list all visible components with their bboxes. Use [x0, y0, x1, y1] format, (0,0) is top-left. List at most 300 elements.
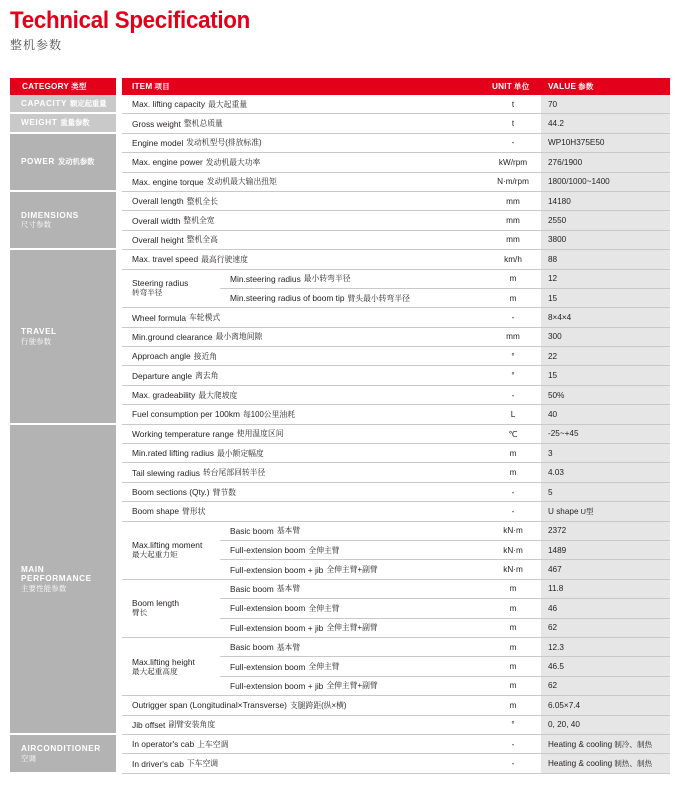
row-item-cn: 全伸主臂 — [308, 545, 340, 555]
row-unit: kN·m — [503, 565, 523, 575]
column-header-item-en: ITEM — [132, 82, 153, 91]
row-value — [541, 192, 670, 210]
row-item-cn: 全伸主臂+副臂 — [326, 623, 378, 633]
category-block — [10, 192, 116, 248]
category-label-cn: 尺寸参数 — [21, 220, 52, 230]
row-item-label — [122, 425, 485, 443]
row-item-label — [122, 308, 485, 326]
row-unit: - — [511, 759, 515, 769]
row-item-cn: 最大爬坡度 — [198, 390, 238, 400]
row-unit: t — [511, 119, 515, 129]
row-unit: kW/rpm — [498, 157, 528, 167]
group-label-en: Max.lifting moment — [132, 540, 203, 551]
category-label-en — [21, 157, 116, 167]
column-header-item-cn: 项目 — [154, 82, 170, 91]
row-item-cn: 最大起重量 — [208, 99, 248, 109]
row-item-en: Max. travel speed — [132, 254, 199, 265]
specification-rows — [122, 95, 670, 774]
table-row — [122, 444, 670, 463]
row-value — [541, 619, 670, 637]
row-item-label — [122, 444, 485, 462]
row-unit: - — [511, 739, 515, 749]
row-item-label — [220, 619, 485, 637]
page-subtitle: 整机参数 — [10, 38, 63, 52]
column-header-category-cn: 类型 — [71, 82, 87, 91]
row-item-cn: 全伸主臂 — [308, 603, 340, 613]
row-unit: - — [511, 506, 515, 516]
table-row — [122, 754, 670, 773]
row-unit: kN·m — [503, 545, 523, 555]
table-body — [10, 95, 670, 774]
row-value — [541, 308, 670, 326]
row-value — [541, 250, 670, 268]
column-header-value-en: VALUE — [548, 82, 577, 91]
row-unit: - — [511, 313, 515, 322]
row-unit: m — [509, 584, 517, 594]
row-item-en: Outrigger span (Longitudinal×Transverse) — [132, 700, 287, 711]
row-value-en: 467 — [548, 565, 562, 575]
row-value-en: 300 — [548, 332, 562, 342]
row-unit: ℃ — [508, 429, 518, 439]
row-item-cn: 基本臂 — [276, 642, 301, 652]
row-value — [541, 425, 670, 443]
row-item-cn: 接近角 — [193, 351, 218, 361]
row-item-label — [122, 347, 485, 365]
table-row — [122, 366, 670, 385]
group-label-en: Boom length — [132, 598, 180, 609]
group-label-en: Steering radius — [132, 278, 189, 289]
row-item-cn: 车轮模式 — [189, 313, 221, 322]
row-value — [541, 502, 670, 520]
category-label-en: DIMENSIONS — [21, 210, 79, 220]
row-item-en: Boom shape — [132, 506, 180, 517]
row-value-en: 12 — [548, 274, 558, 284]
row-unit: m — [509, 603, 517, 613]
row-value-en: 62 — [548, 681, 558, 691]
table-row — [220, 270, 670, 289]
row-item-label — [122, 366, 485, 384]
row-value-en: 276/1900 — [548, 157, 583, 167]
row-item-en: Min.ground clearance — [132, 331, 213, 342]
row-item-en: Approach angle — [132, 351, 191, 362]
table-row — [122, 483, 670, 502]
row-value-en: 3 — [548, 448, 553, 458]
row-item-label — [220, 677, 485, 695]
table-row — [122, 463, 670, 482]
group-subrows — [220, 580, 670, 638]
category-label-cn: 主要性能参数 — [21, 583, 67, 593]
row-item-cn: 臂形状 — [182, 506, 206, 516]
row-item-cn: 离去角 — [195, 371, 219, 381]
row-item-en: Full-extension boom — [230, 661, 306, 672]
row-value-en: -25~+45 — [548, 429, 579, 439]
table-row — [122, 696, 670, 715]
row-unit: mm — [506, 332, 520, 342]
column-header-category — [10, 78, 116, 95]
row-item-en: Basic boom — [230, 642, 274, 653]
grouped-row — [122, 270, 670, 309]
row-value-en: 3800 — [548, 235, 567, 245]
row-unit: ° — [511, 720, 515, 730]
row-item-en: Min.steering radius — [230, 273, 301, 284]
row-item-en: Min.rated lifting radius — [132, 448, 214, 459]
row-item-en: In driver's cab — [132, 758, 184, 769]
row-unit: - — [511, 138, 515, 148]
row-unit: L — [510, 409, 516, 419]
row-value-en: WP10H375E50 — [548, 138, 605, 148]
row-value — [541, 541, 670, 559]
row-item-en: Max. lifting capacity — [132, 99, 206, 110]
row-item-label — [220, 657, 485, 675]
table-row — [122, 114, 670, 133]
group-subrows — [220, 270, 670, 309]
column-header-value-cn: 参数 — [578, 82, 594, 91]
row-item-en: Overall height — [132, 234, 184, 245]
row-item-cn: 臂节数 — [212, 487, 236, 497]
row-item-label — [220, 270, 485, 288]
row-item-label — [220, 522, 485, 540]
row-item-cn: 使用温度区间 — [236, 429, 284, 439]
category-block — [10, 425, 116, 733]
row-item-label — [122, 735, 485, 753]
row-value — [541, 134, 670, 152]
row-item-label — [122, 405, 485, 423]
group-label — [122, 638, 220, 696]
row-value-en: Heating & cooling — [548, 739, 613, 749]
row-item-en: Full-extension boom + jib — [230, 680, 324, 691]
row-value — [541, 289, 670, 307]
group-label-cn: 最大起重高度 — [132, 666, 178, 676]
row-unit: m — [509, 293, 517, 303]
row-item-en: In operator's cab — [132, 739, 195, 750]
row-value-en: 44.2 — [548, 119, 564, 129]
row-item-en: Overall length — [132, 196, 184, 207]
row-unit: - — [511, 487, 515, 497]
group-label — [122, 522, 220, 580]
row-value-en: 5 — [548, 487, 553, 497]
row-unit: mm — [506, 235, 520, 245]
row-value-en: 8×4×4 — [548, 313, 572, 322]
row-value — [541, 328, 670, 346]
row-value — [541, 270, 670, 288]
group-label-cn: 臂长 — [132, 608, 148, 618]
row-item-cn: 最高行驶速度 — [201, 254, 248, 264]
row-value — [541, 716, 670, 734]
row-value-en: 14180 — [548, 196, 571, 206]
row-item-en: Max. engine torque — [132, 176, 204, 187]
row-value-en: 15 — [548, 371, 558, 381]
row-value — [541, 560, 670, 578]
row-unit: N·m/rpm — [497, 177, 529, 187]
row-item-cn: 整机总质量 — [183, 119, 223, 129]
table-row — [122, 250, 670, 269]
row-item-label — [122, 463, 485, 481]
row-item-label — [122, 250, 485, 268]
grouped-row — [122, 522, 670, 580]
category-label-en: TRAVEL — [21, 327, 57, 337]
row-item-en: Boom sections (Qty.) — [132, 487, 210, 498]
row-item-en: Max. engine power — [132, 157, 203, 168]
row-item-en: Full-extension boom + jib — [230, 564, 324, 575]
row-item-label — [122, 211, 485, 229]
row-item-en: Basic boom — [230, 525, 274, 536]
table-row — [122, 192, 670, 211]
table-row — [220, 677, 670, 696]
column-header-unit — [485, 78, 541, 95]
row-value-en: U shape — [548, 506, 579, 516]
row-value — [541, 95, 670, 113]
group-subrows — [220, 638, 670, 696]
row-item-label — [122, 114, 485, 132]
row-item-label — [220, 599, 485, 617]
row-item-label — [122, 483, 485, 501]
row-unit: m — [509, 662, 517, 672]
row-value — [541, 754, 670, 772]
row-value — [541, 696, 670, 714]
row-item-en: Fuel consumption per 100km — [132, 409, 240, 420]
row-value-en: 1800/1000~1400 — [548, 177, 610, 187]
row-item-en: Max. gradeability — [132, 390, 196, 401]
table-row — [122, 134, 670, 153]
category-cn-text: 额定起重量 — [70, 98, 107, 108]
row-item-label — [122, 231, 485, 249]
table-row — [220, 580, 670, 599]
category-en-text: POWER — [21, 157, 55, 167]
grouped-row — [122, 638, 670, 696]
group-label-cn: 转弯半径 — [132, 288, 163, 298]
column-header-unit-cn: 单位 — [513, 82, 530, 91]
category-label-en: MAIN PERFORMANCE — [21, 564, 92, 584]
row-item-en: Tail slewing radius — [132, 467, 200, 478]
table-row — [122, 153, 670, 172]
table-row — [122, 328, 670, 347]
row-item-label — [122, 754, 485, 772]
table-row — [122, 231, 670, 250]
category-cn-text: 重量参数 — [60, 118, 90, 128]
row-item-label — [122, 716, 485, 734]
category-block — [10, 114, 116, 131]
row-item-cn: 发动机型号(排放标准) — [186, 138, 262, 148]
table-row — [122, 716, 670, 735]
row-value — [541, 522, 670, 540]
row-item-en: Working temperature range — [132, 428, 234, 439]
row-item-cn: 基本臂 — [276, 584, 301, 594]
row-value — [541, 386, 670, 404]
row-unit: ° — [511, 351, 515, 361]
row-value — [541, 444, 670, 462]
row-value-en: 6.05×7.4 — [548, 700, 581, 710]
category-block — [10, 250, 116, 423]
row-value — [541, 580, 670, 598]
category-label-en — [21, 118, 116, 128]
row-value-en: 46.5 — [548, 662, 564, 672]
row-unit: m — [509, 642, 517, 652]
row-item-en: Gross weight — [132, 118, 181, 129]
row-item-en: Min.steering radius of boom tip — [230, 293, 345, 304]
row-value — [541, 483, 670, 501]
column-header-category-en: CATEGORY — [22, 82, 70, 91]
row-unit: m — [509, 700, 517, 710]
row-value — [541, 231, 670, 249]
group-label — [122, 270, 220, 309]
grouped-row — [122, 580, 670, 638]
table-row — [122, 386, 670, 405]
column-header-value — [541, 78, 670, 95]
row-unit: m — [509, 623, 517, 633]
row-value — [541, 153, 670, 171]
row-item-en: Jib offset — [132, 719, 166, 730]
category-label-en — [21, 99, 116, 109]
row-item-label — [220, 289, 485, 307]
row-item-cn: 臂头最小转弯半径 — [347, 293, 410, 303]
row-item-cn: 转台尾部回转半径 — [202, 468, 266, 478]
row-value — [541, 173, 670, 191]
category-block — [10, 95, 116, 112]
group-label — [122, 580, 220, 638]
row-unit: mm — [506, 196, 520, 206]
table-header-row — [10, 78, 670, 95]
row-item-cn: 整机全长 — [186, 196, 218, 206]
row-value-en: 12.3 — [548, 642, 564, 652]
table-row — [122, 95, 670, 114]
row-item-cn: 全伸主臂+副臂 — [326, 681, 378, 691]
row-value — [541, 114, 670, 132]
row-value-en: 46 — [548, 603, 558, 613]
row-value-en: 2550 — [548, 216, 567, 226]
table-row — [220, 619, 670, 638]
column-header-unit-en: UNIT — [492, 82, 512, 91]
row-unit: m — [509, 468, 517, 478]
category-block — [10, 134, 116, 190]
row-item-en: Engine model — [132, 137, 184, 148]
table-row — [220, 560, 670, 579]
row-value — [541, 638, 670, 656]
row-item-en: Departure angle — [132, 370, 193, 381]
table-row — [220, 599, 670, 618]
row-item-cn: 发动机最大功率 — [205, 157, 261, 167]
row-item-label — [220, 560, 485, 578]
row-item-cn: 最小额定幅度 — [216, 448, 264, 458]
table-row — [122, 347, 670, 366]
row-item-label — [122, 153, 485, 171]
row-value — [541, 657, 670, 675]
row-value — [541, 347, 670, 365]
row-unit: m — [509, 448, 517, 458]
category-en-text: WEIGHT — [21, 118, 58, 128]
row-unit: ° — [511, 371, 515, 381]
row-unit: km/h — [504, 254, 522, 264]
group-label-cn: 最大起重力矩 — [132, 550, 178, 560]
row-value-en: 88 — [548, 254, 558, 264]
technical-specification-table — [10, 78, 670, 774]
row-item-label — [220, 638, 485, 656]
category-block — [10, 735, 116, 772]
row-item-cn: 支腿跨距(纵×横) — [289, 700, 347, 710]
table-row — [122, 308, 670, 327]
category-label-cn: 行驶参数 — [21, 336, 52, 346]
row-value — [541, 405, 670, 423]
category-en-text: CAPACITY — [21, 98, 68, 108]
row-item-cn: 最小转弯半径 — [303, 274, 351, 284]
row-item-label — [122, 502, 485, 520]
table-row — [220, 522, 670, 541]
row-value-cn: 制热、制热 — [614, 759, 653, 769]
row-unit: - — [511, 390, 515, 400]
row-value — [541, 735, 670, 753]
category-label-cn: 空调 — [21, 753, 37, 763]
row-value-en: 1489 — [548, 545, 567, 555]
page-title-block — [10, 8, 268, 52]
table-row — [220, 541, 670, 560]
row-value-en: 62 — [548, 623, 558, 633]
table-row — [122, 211, 670, 230]
row-item-en: Overall width — [132, 215, 181, 226]
row-item-cn: 每100公里油耗 — [243, 409, 295, 419]
table-row — [122, 425, 670, 444]
row-item-label — [122, 386, 485, 404]
row-value-en: 2372 — [548, 526, 567, 536]
row-value — [541, 211, 670, 229]
group-subrows — [220, 522, 670, 580]
row-value-en: 15 — [548, 293, 558, 303]
row-value-cn: U型 — [580, 506, 594, 516]
row-item-en: Wheel formula — [132, 312, 186, 323]
row-item-label — [122, 328, 485, 346]
row-item-cn: 整机全宽 — [183, 216, 215, 226]
column-header-item — [122, 78, 485, 95]
row-item-label — [122, 192, 485, 210]
row-value-en: 50% — [548, 390, 565, 400]
row-value — [541, 677, 670, 695]
row-item-label — [122, 696, 485, 714]
row-value-en: 11.8 — [548, 584, 564, 594]
row-item-label — [220, 580, 485, 598]
row-value-en: 4.03 — [548, 468, 564, 478]
row-item-cn: 最小离地间隙 — [215, 332, 263, 342]
row-value-en: 70 — [548, 99, 558, 109]
row-unit: m — [509, 681, 517, 691]
category-label-en: AIRCONDITIONER — [21, 744, 101, 754]
row-item-cn: 下车空调 — [186, 759, 219, 769]
category-column — [10, 95, 116, 774]
table-row — [122, 502, 670, 521]
table-row — [220, 657, 670, 676]
table-row — [220, 638, 670, 657]
row-unit: m — [509, 274, 517, 284]
row-item-en: Full-extension boom — [230, 545, 306, 556]
row-item-label — [122, 95, 485, 113]
row-unit: kN·m — [503, 526, 523, 536]
row-item-en: Full-extension boom — [230, 603, 306, 614]
page-title: Technical Specification — [10, 7, 250, 34]
category-cn-text: 发动机参数 — [57, 157, 95, 167]
table-row — [122, 405, 670, 424]
row-item-label — [220, 541, 485, 559]
row-item-cn: 整机全高 — [186, 235, 218, 245]
row-item-label — [122, 173, 485, 191]
row-value — [541, 463, 670, 481]
row-item-cn: 发动机最大输出扭矩 — [206, 177, 277, 187]
row-value-en: Heating & cooling — [548, 759, 613, 769]
table-row — [220, 289, 670, 308]
row-value — [541, 599, 670, 617]
row-item-label — [122, 134, 485, 152]
row-value-en: 22 — [548, 351, 558, 361]
row-value — [541, 366, 670, 384]
row-item-cn: 全伸主臂 — [308, 662, 340, 672]
row-item-cn: 全伸主臂+副臂 — [326, 565, 378, 575]
row-unit: t — [511, 99, 515, 109]
